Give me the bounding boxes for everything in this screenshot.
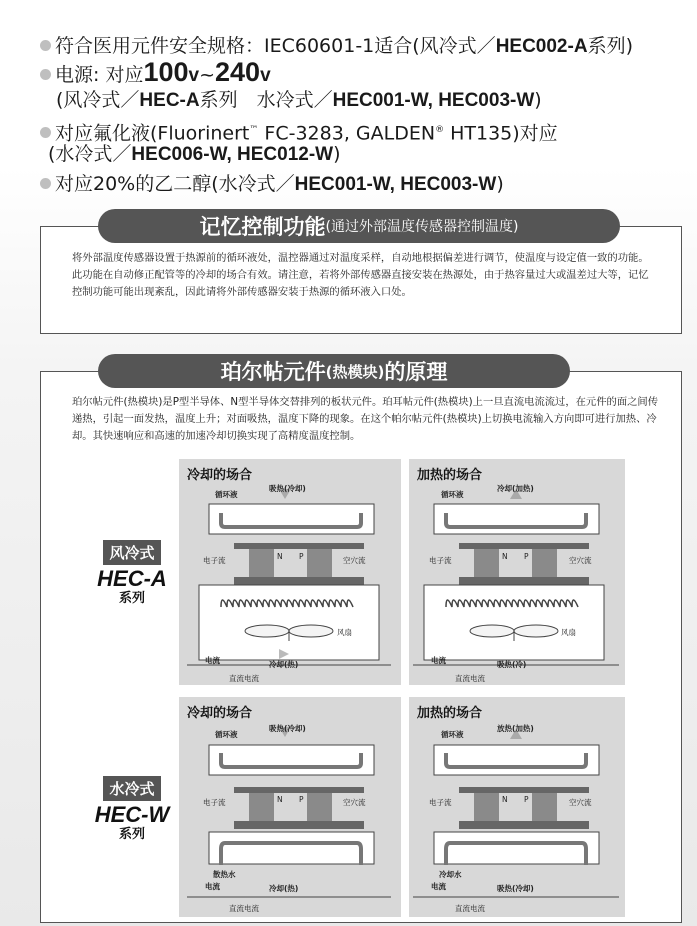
voltage-min: 100	[143, 57, 189, 87]
water-cooled-series: 系列	[118, 827, 145, 842]
feature-text: (风冷式／	[56, 89, 140, 111]
loop-label: 循环液	[441, 730, 464, 739]
water-cooled-label	[92, 776, 172, 843]
panel-air-cooling	[179, 459, 401, 685]
electron-flow-label: 电子流	[203, 556, 226, 565]
panel-water-cooling	[179, 697, 401, 917]
feature-text: FC-3283, GALDEN	[258, 122, 436, 145]
n-label: N	[502, 552, 508, 561]
top-label: 吸热(冷却)	[269, 724, 306, 733]
air-cooled-tag: 风冷式	[103, 540, 160, 565]
peltier-description: 珀尔帖元件(热模块)是P型半导体、N型半导体交替排列的板状元件。珀耳帖元件(热模块)上一旦直流电流流过，在元件的面之间传递热，引起一面发热，温度上升；对面吸热，温度下降的现象。在这个帕尔帖元件(热模块)上切换电流输入方向即可进行加热、冷却。其快速响应和高速的加速冷却切换实现了高精度温度控制。	[72, 396, 659, 442]
loop-label: 循环液	[441, 490, 464, 499]
feature-model: HEC006-W, HEC012-W	[131, 144, 334, 165]
top-label: 吸热(冷却)	[269, 484, 306, 493]
dc-label: 直流电流	[229, 904, 259, 913]
voltage-max: 240	[215, 57, 261, 87]
feature-safety	[40, 34, 633, 59]
electron-flow-label: 电子流	[203, 798, 226, 807]
feature-power-models	[56, 88, 542, 113]
loop-label: 循环液	[215, 490, 238, 499]
fan-label: 风扇	[337, 628, 352, 637]
electron-flow-label: 电子流	[429, 798, 452, 807]
p-label: P	[524, 795, 529, 804]
coolant-label: 冷却水	[439, 870, 462, 879]
electron-flow-label: 电子流	[429, 556, 452, 565]
feature-model: HEC002-A	[495, 36, 588, 57]
p-label: P	[524, 552, 529, 561]
hole-flow-label: 空穴流	[343, 556, 366, 565]
feature-model: HEC001-W, HEC003-W	[294, 174, 497, 195]
n-label: N	[277, 552, 283, 561]
air-cooled-series: 系列	[118, 591, 145, 606]
top-label: 冷却(加热)	[497, 484, 534, 493]
hole-flow-label: 空穴流	[569, 556, 592, 565]
feature-text: )	[534, 89, 542, 111]
feature-model: HEC001-W, HEC003-W	[332, 90, 535, 111]
feature-text: (水冷式／	[48, 143, 132, 165]
p-label: P	[299, 795, 304, 804]
panel-air-heating	[409, 459, 625, 685]
p-label: P	[299, 552, 304, 561]
peltier-title-paren: (热模块)	[325, 362, 385, 381]
bottom-label: 冷却(热)	[269, 884, 299, 893]
panel-title: 冷却的场合	[187, 706, 253, 721]
air-cooled-model: HEC-A	[97, 566, 167, 591]
feature-text: 系列 水冷式／	[199, 89, 333, 111]
water-cooled-tag: 水冷式	[103, 776, 160, 801]
n-label: N	[502, 795, 508, 804]
hole-flow-label: 空穴流	[343, 798, 366, 807]
peltier-title-bar	[98, 354, 570, 388]
voltage-unit: v	[188, 65, 200, 86]
memory-title: 记忆控制功能	[199, 215, 326, 239]
feature-fluid-models	[48, 142, 341, 167]
trademark-mark: ™	[249, 125, 259, 135]
feature-text: 符合医用元件安全规格：IEC60601-1适合(风冷式／	[55, 35, 496, 57]
dc-label: 直流电流	[455, 674, 485, 683]
peltier-title-end: 的原理	[384, 360, 448, 384]
feature-model: HEC-A	[139, 90, 200, 111]
feature-text: 系列)	[587, 35, 633, 57]
panel-title: 加热的场合	[417, 468, 483, 483]
panel-water-heating	[409, 697, 625, 917]
feature-text: )	[333, 143, 341, 165]
bottom-label: 冷却(热)	[269, 660, 299, 669]
current-label: 电流	[431, 882, 446, 891]
bullet-icon	[40, 178, 51, 189]
hole-flow-label: 空穴流	[569, 798, 592, 807]
bullet-icon	[40, 40, 51, 51]
fan-label: 风扇	[561, 628, 576, 637]
memory-subtitle: (通过外部温度传感器控制温度)	[325, 219, 519, 235]
feature-power	[40, 57, 271, 88]
bottom-label: 吸热(冷)	[497, 660, 527, 669]
dc-label: 直流电流	[455, 904, 485, 913]
memory-description: 将外部温度传感器设置于热源前的循环液处，温控器通过对温度采样，自动地根据偏差进行调节，使温度与设定值一致的功能。此功能在自动修正配管等的冷却的场合有效。请注意，若将外部传感器直接安装在热源处，由于热容量过大或温差过大等，记忆控制功能可能出现紊乱，因此请将外部传感器安装于热源的循环液入口处。	[72, 252, 649, 298]
current-label: 电流	[431, 656, 446, 665]
bullet-icon	[40, 69, 51, 80]
feature-text: )	[496, 173, 504, 195]
coolant-label: 散热水	[213, 870, 236, 879]
current-label: 电流	[205, 882, 220, 891]
registered-mark: ®	[435, 125, 445, 135]
voltage-tilde: ~	[199, 64, 216, 86]
feature-glycol	[40, 172, 504, 197]
loop-label: 循环液	[215, 730, 238, 739]
bottom-label: 吸热(冷却)	[497, 884, 534, 893]
feature-text: 对应20%的乙二醇(水冷式／	[55, 173, 295, 195]
current-label: 电流	[205, 656, 220, 665]
panel-title: 冷却的场合	[187, 468, 253, 483]
dc-label: 直流电流	[229, 674, 259, 683]
water-cooled-model: HEC-W	[94, 802, 170, 827]
air-cooled-label	[92, 540, 172, 607]
feature-text: 对应氟化液(Fluorinert	[55, 122, 250, 145]
feature-text: 电源: 对应	[55, 64, 144, 86]
panel-title: 加热的场合	[417, 706, 483, 721]
top-label: 放热(加热)	[497, 724, 534, 733]
feature-text: HT135)对应	[444, 122, 558, 145]
bullet-icon	[40, 127, 51, 138]
voltage-unit: v	[260, 65, 271, 86]
memory-title-bar	[98, 209, 620, 243]
n-label: N	[277, 795, 283, 804]
peltier-title: 珀尔帖元件	[220, 360, 326, 384]
